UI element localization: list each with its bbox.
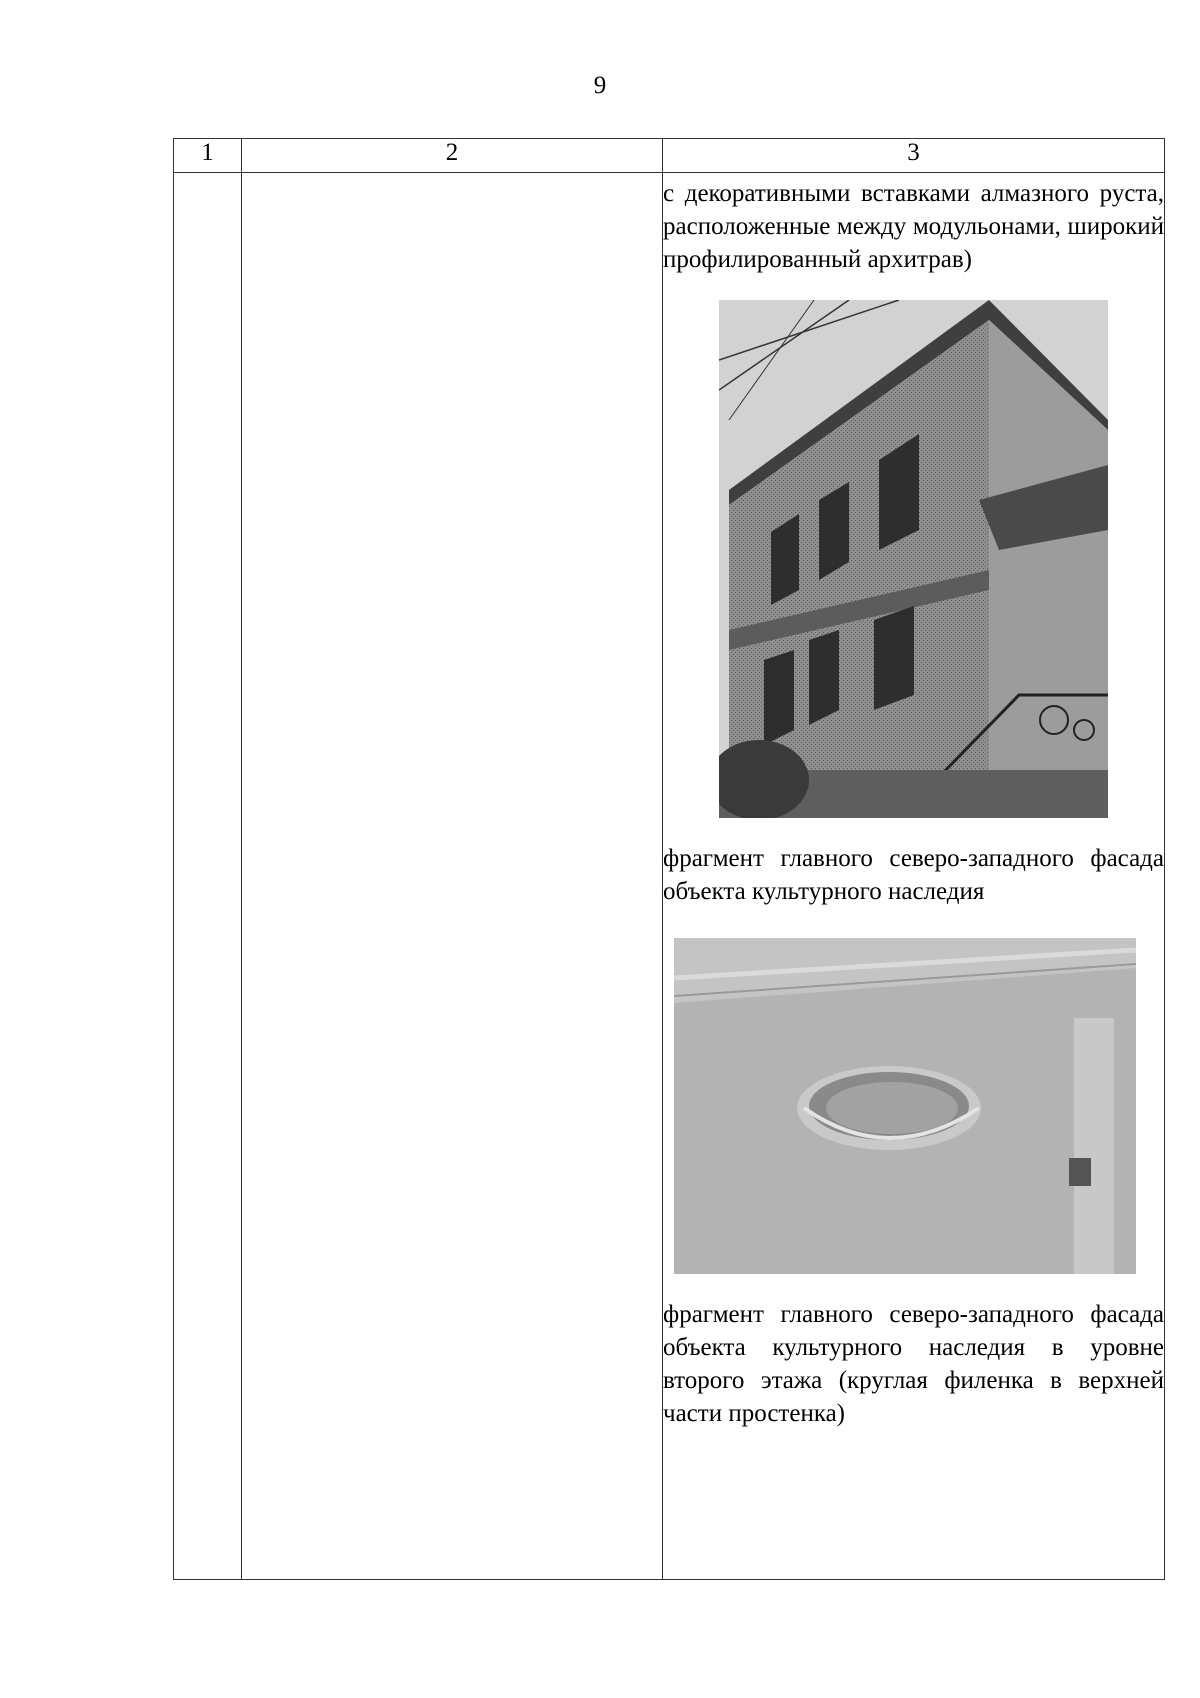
photo1-caption: фрагмент главного северо-западного фасада объекта культурного наследия (663, 845, 1164, 905)
header-col-3: 3 (663, 139, 1165, 173)
page-number: 9 (593, 72, 607, 99)
cell-col-3 (663, 173, 1165, 1580)
building-facade-photo (719, 300, 1108, 818)
header-col-2: 2 (242, 139, 663, 173)
cell-col-1 (174, 173, 242, 1580)
table-row (174, 173, 1165, 1580)
photo2-caption: фрагмент главного северо-западного фасада объекта культурного наследия в уровне второго этажа (круглая филенка в верхней части простенка) (663, 1301, 1164, 1427)
intro-text: с декоративными вставками алмазного руста, расположенные между модульонами, широкий профилированный архитрав) (663, 180, 1164, 273)
round-panel-photo (674, 938, 1136, 1274)
header-col-1: 1 (174, 139, 242, 173)
cell-col-2 (242, 173, 663, 1580)
table-header-row (174, 139, 1165, 173)
document-table (173, 138, 1165, 1580)
